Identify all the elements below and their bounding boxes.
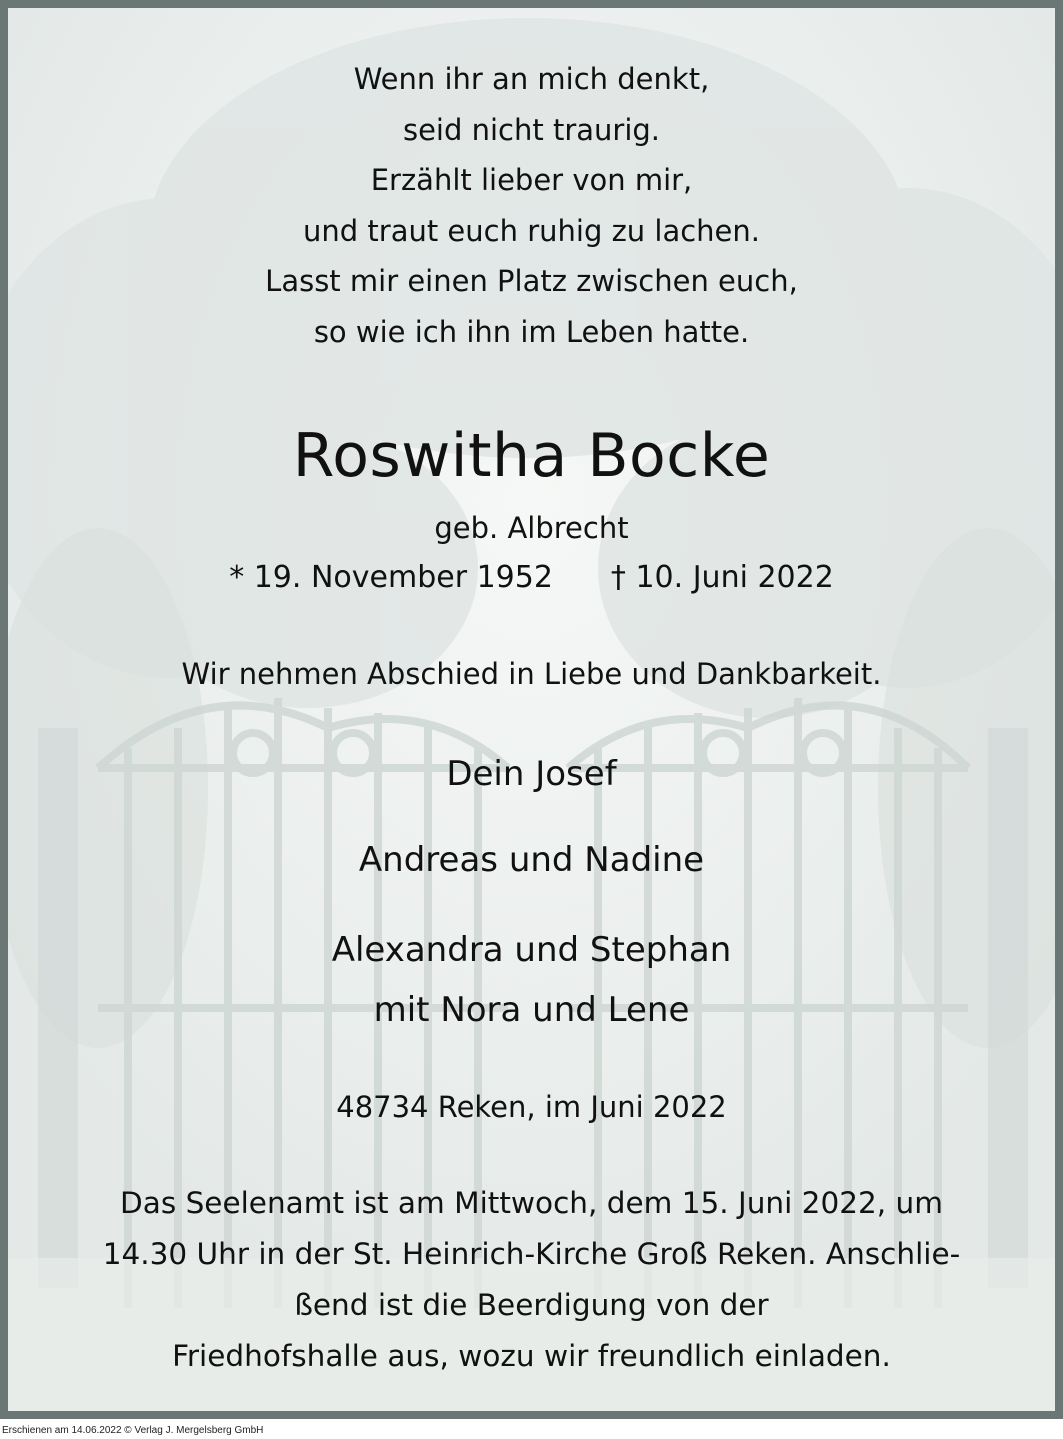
memorial-poem [8, 54, 1055, 357]
poem-line: Wenn ihr an mich denkt, [353, 62, 710, 96]
poem-line: und traut euch ruhig zu lachen. [303, 213, 760, 248]
poem-line: Erzählt lieber von mir, [370, 163, 693, 197]
obituary-content [8, 8, 1055, 1411]
deceased-name: Roswitha Bocke [292, 421, 771, 491]
life-dates [8, 556, 1055, 600]
birth-name: geb. Albrecht [434, 511, 629, 545]
publication-footer: Erschienen am 14.06.2022 © Verlag J. Mergelsberg GmbH [2, 1425, 264, 1436]
poem-line: Lasst mir einen Platz zwischen euch, [265, 264, 798, 298]
place-date: 48734 Reken, im Juni 2022 [336, 1090, 727, 1124]
mourner-line: Dein Josef [446, 754, 617, 794]
mourner-line: Alexandra und Stephan [331, 930, 732, 970]
birth-date: * 19. November 1952 [229, 560, 553, 595]
service-line: ßend ist die Beerdigung von der [294, 1288, 769, 1322]
poem-line: so wie ich ihn im Leben hatte. [313, 314, 750, 349]
service-info [8, 1178, 1055, 1382]
service-line: Friedhofshalle aus, wozu wir freundlich einladen. [172, 1339, 891, 1373]
mourner-line: mit Nora und Lene [373, 990, 690, 1030]
service-line: Das Seelenamt ist am Mittwoch, dem 15. Juni 2022, um [120, 1186, 943, 1220]
death-date: † 10. Juni 2022 [610, 560, 834, 595]
mourner-group [8, 920, 1055, 1040]
farewell-text: Wir nehmen Abschied in Liebe und Dankbarkeit. [181, 657, 882, 691]
poem-line: seid nicht traurig. [402, 112, 661, 147]
service-line: 14.30 Uhr in der St. Heinrich-Kirche Groß Reken. Anschlie- [102, 1237, 961, 1271]
mourner-line: Andreas und Nadine [358, 840, 705, 880]
